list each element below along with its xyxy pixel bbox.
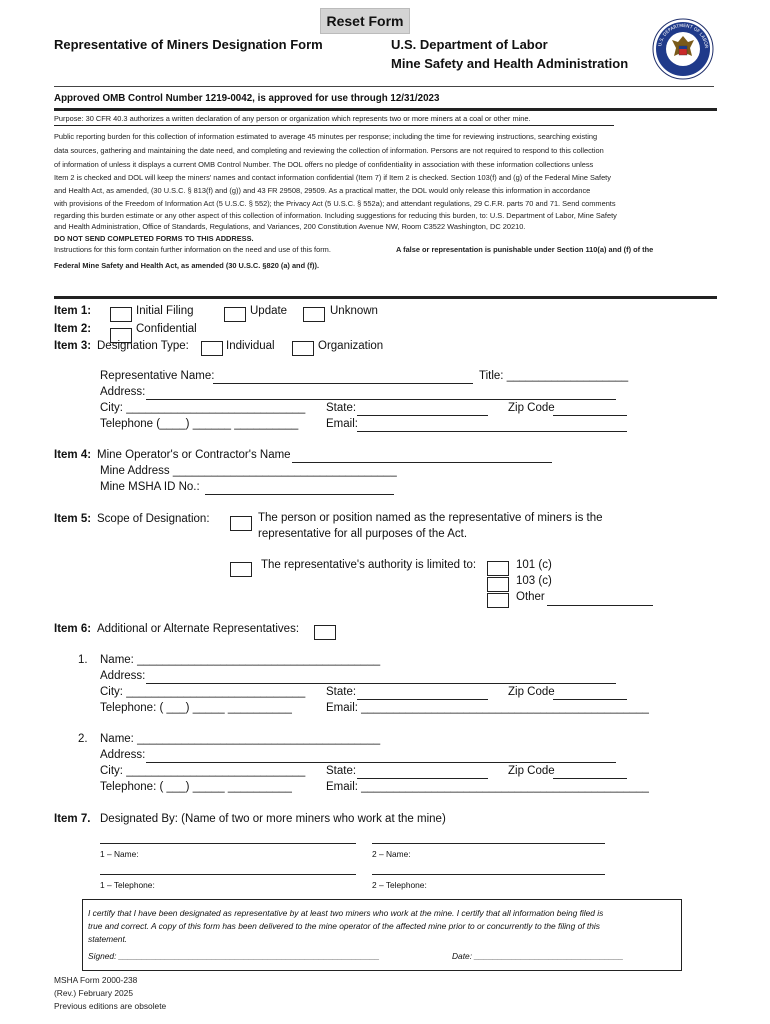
address-label: Address: [100,386,146,398]
rep-state-field[interactable] [357,699,488,700]
zip-label: Zip Code [508,402,555,414]
state-field[interactable] [357,415,488,416]
rep-address-field[interactable] [146,683,616,684]
do-not-send-notice: DO NOT SEND COMPLETED FORMS TO THIS ADDRESS. [54,234,254,243]
email-label: Email: [326,418,358,430]
seal-text: U.S. DEPARTMENT OF LABOR [658,23,709,49]
additional-reps-label: Additional or Alternate Representatives: [97,623,300,635]
all-purposes-text: The person or position named as the representative of miners is the [258,512,603,524]
additional-reps-checkbox[interactable] [314,625,336,640]
mine-id-label: Mine MSHA ID No.: [100,481,200,493]
rep-email-field[interactable]: Email: _____________________________________________ [326,781,649,793]
limited-authority-text: The representative's authority is limited to: [261,559,477,571]
update-label: Update [250,305,288,317]
rep-state-field[interactable] [357,778,488,779]
rep-zip-label: Zip Code [508,765,555,777]
101c-label: 101 (c) [516,559,552,571]
address-field[interactable] [146,399,616,400]
burden-line: data sources, gathering and maintaining the date need, and completing and reviewing the collection of information. Persons are not required to respond to this collection [54,146,604,155]
rep-name-field[interactable]: Name: ______________________________________ [100,654,381,666]
representative-name-label: Representative Name: [100,370,215,382]
designated-by-label: Designated By: (Name of two or more miners who work at the mine) [100,813,446,825]
rep-address-label: Address: [100,749,146,761]
initial-filing-checkbox[interactable] [110,307,132,322]
confidential-label: Confidential [136,323,197,335]
individual-label: Individual [226,340,275,352]
other-field[interactable] [547,605,653,606]
rep-name-field[interactable]: Name: ______________________________________ [100,733,381,745]
all-purposes-text-2: representative for all purposes of the Act. [258,528,468,540]
item2-label: Item 2 [54,323,88,335]
false-statement-warning-2: Federal Mine Safety and Health Act, as amended (30 U.S.C. §820 (a) and (f)). [54,261,320,270]
city-field[interactable]: City: ____________________________ [100,402,306,414]
organization-checkbox[interactable] [292,341,314,356]
burden-line: regarding this burden estimate or any other aspect of this collection of information. Including suggestions for reducing this burden, to: U.S. Department of Labor, Mine Safety [54,211,617,220]
burden-line: with provisions of the Freedom of Information Act (5 U.S.C. § 552); the Privacy Act (5 U.S.C. § 552a); and attendant regulations, 29 C.F.R. parts 70 and 71. Send comments [54,199,616,208]
rep-zip-field[interactable] [553,699,627,700]
rep-zip-field[interactable] [553,778,627,779]
email-field[interactable] [357,431,627,432]
miner1-name-field[interactable] [100,843,356,844]
item6-label: Item 6 [54,623,88,635]
rep-address-label: Address: [100,670,146,682]
item4-label: Item 4 [54,449,88,461]
rep-city-field[interactable]: City: ____________________________ [100,765,306,777]
rep-number: 2. [78,733,88,745]
miner2-name-label: 2 – Name: [372,849,411,859]
instructions-note: Instructions for this form contain further information on the need and use of this form. [54,245,331,254]
mine-address-field[interactable]: Mine Address ___________________________________ [100,465,397,477]
rep-number: 1. [78,654,88,666]
obsolete-notice: Previous editions are obsolete [54,1001,167,1011]
other-label: Other [516,591,545,603]
burden-line: Item 2 is checked and DOL will keep the miners' names and contact information confidential (Item 7) if Item 2 is checked. Section 103(f) and (g) of the Federal Mine Safety [54,173,611,182]
item7-label: Item 7 [54,813,88,825]
burden-line: of information of unless it displays a current OMB Control Number. The DOL offers no pledge of confidentiality in association with these information collections unless [54,160,594,169]
burden-line: and Health Act, as amended, (30 U.S.C. § 813(f) and (g)) and 43 FR 29508, 29509. As a practical matter, the DOL would only release this information in accordance [54,186,591,195]
omb-control-number: Approved OMB Control Number 1219-0042, is approved for use through 12/31/2023 [54,93,440,104]
purpose-statement: Purpose: 30 CFR 40.3 authorizes a written declaration of any person or organization which represents two or more miners at a coal or other mine. [54,114,531,123]
certification-text-3: statement. [88,934,128,944]
item3-label: Item 3 [54,340,88,352]
zip-field[interactable] [553,415,627,416]
unknown-label: Unknown [330,305,378,317]
miner2-name-field[interactable] [372,843,605,844]
mine-id-field[interactable] [205,494,394,495]
individual-checkbox[interactable] [201,341,223,356]
certification-text: I certify that I have been designated as representative by at least two miners who work at the mine. I certify that all information being filed is [88,908,604,918]
item5-label: Item 5 [54,513,88,525]
miner1-name-label: 1 – Name: [100,849,139,859]
miner1-telephone-label: 1 – Telephone: [100,880,155,890]
rep-state-label: State: [326,765,357,777]
rep-address-field[interactable] [146,762,616,763]
other-checkbox[interactable] [487,593,509,608]
dol-seal-icon [652,18,714,80]
miner2-telephone-field[interactable] [372,874,605,875]
form-revision: (Rev.) February 2025 [54,988,133,998]
burden-line: Public reporting burden for this collection of information estimated to average 45 minutes per response; including the time for reviewing instructions, searching existing [54,132,598,141]
initial-filing-label: Initial Filing [136,305,194,317]
miner2-telephone-label: 2 – Telephone: [372,880,427,890]
designation-type-label: Designation Type: [97,340,189,352]
all-purposes-checkbox[interactable] [230,516,252,531]
rep-zip-label: Zip Code [508,686,555,698]
rep-telephone-field[interactable]: Telephone: ( ___) _____ __________ [100,781,292,793]
telephone-field[interactable]: Telephone (____) ______ __________ [100,418,299,430]
update-checkbox[interactable] [224,307,246,322]
title-field[interactable]: Title: ___________________ [479,370,629,382]
item1-label: Item 1 [54,305,88,317]
scope-label: Scope of Designation: [97,513,210,525]
rep-city-field[interactable]: City: ____________________________ [100,686,306,698]
form-title: Representative of Miners Designation Form [54,37,323,52]
limited-authority-checkbox[interactable] [230,562,252,577]
103c-label: 103 (c) [516,575,552,587]
miner1-telephone-field[interactable] [100,874,356,875]
burden-line: and Health Administration, Office of Standards, Regulations, and Variances, 200 Constitution Avenue NW, Room C3522 Washington, DC 20210. [54,222,526,231]
operator-name-label: Mine Operator's or Contractor's Name [97,449,291,461]
agency-name: Mine Safety and Health Administration [391,56,629,71]
signature-field[interactable]: Signed: ________________________________________________________ [88,951,380,961]
rep-email-field[interactable]: Email: _____________________________________________ [326,702,649,714]
operator-name-field[interactable] [292,462,552,463]
rep-state-label: State: [326,686,357,698]
department-name: U.S. Department of Labor [391,37,548,52]
representative-name-field[interactable] [213,383,473,384]
rep-telephone-field[interactable]: Telephone: ( ___) _____ __________ [100,702,292,714]
reset-form-button[interactable]: Reset Form [320,8,410,34]
organization-label: Organization [318,340,384,352]
false-statement-warning: A false or representation is punishable under Section 110(a) and (f) of the [396,245,654,254]
certification-text-2: true and correct. A copy of this form has been delivered to the mine operator of the affected mine prior to or concurrently to the filing of this [88,921,600,931]
103c-checkbox[interactable] [487,577,509,592]
date-field[interactable]: Date: ________________________________ [452,951,624,961]
101c-checkbox[interactable] [487,561,509,576]
form-number: MSHA Form 2000-238 [54,975,138,985]
unknown-checkbox[interactable] [303,307,325,322]
state-label: State: [326,402,357,414]
